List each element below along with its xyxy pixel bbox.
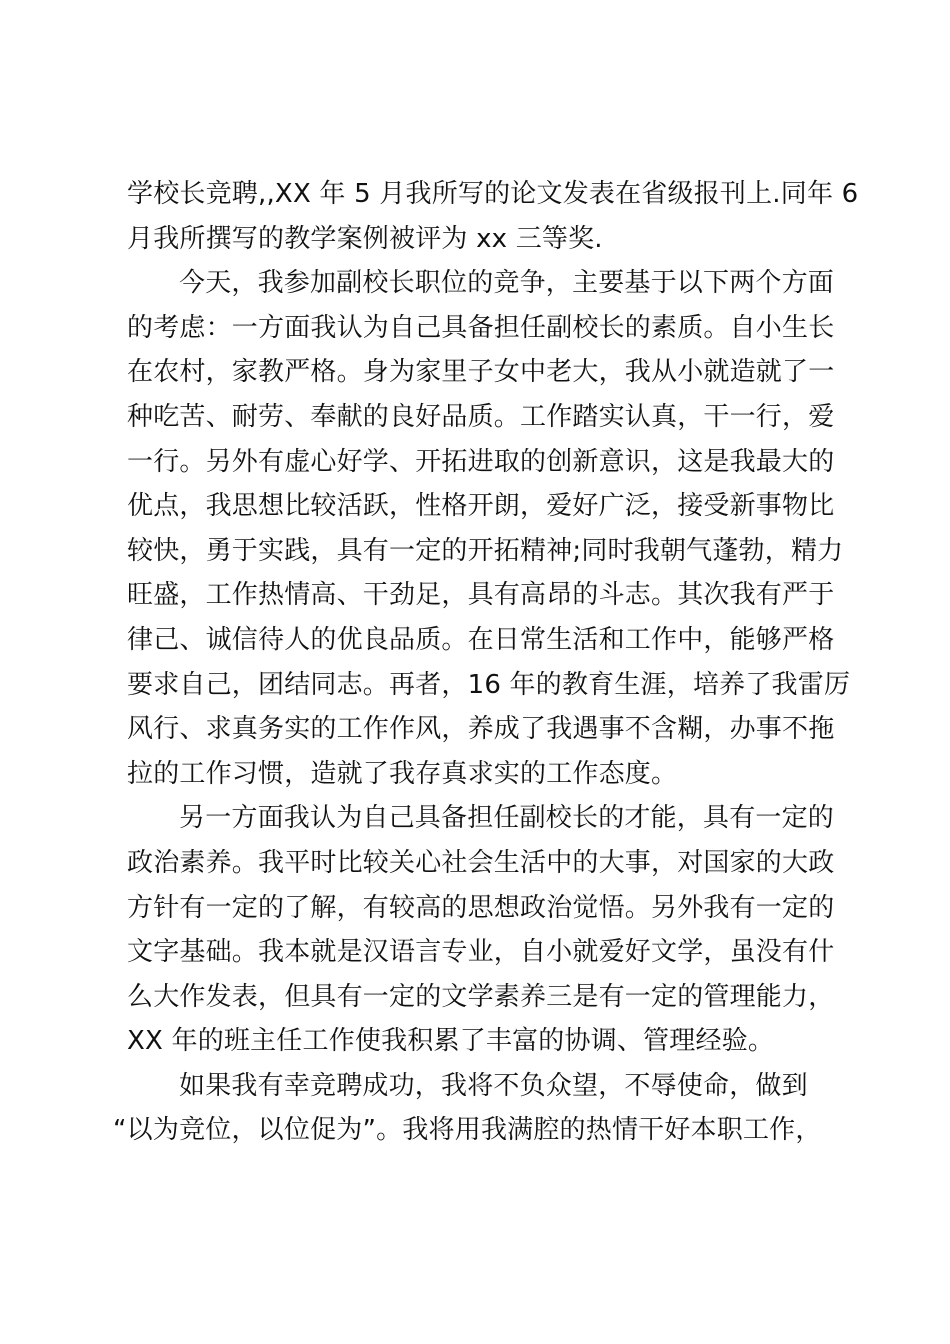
text-line: 么大作发表，但具有一定的文学素养三是有一定的管理能力， bbox=[127, 981, 835, 1012]
text-line: XX 年的班主任工作使我积累了丰富的协调、管理经验。 bbox=[127, 1026, 775, 1057]
text-line: 旺盛，工作热情高、干劲足，具有高昂的斗志。其次我有严于 bbox=[127, 580, 835, 611]
text-line: 在农村，家教严格。身为家里子女中老大，我从小就造就了一 bbox=[127, 357, 835, 388]
text-line: 一行。另外有虚心好学、开拓进取的创新意识，这是我最大的 bbox=[127, 446, 835, 477]
text-line: 较快，勇于实践，具有一定的开拓精神;同时我朝气蓬勃，精力 bbox=[127, 535, 844, 566]
document-page bbox=[113, 172, 867, 1153]
text-line: 优点，我思想比较活跃，性格开朗，爱好广泛，接受新事物比 bbox=[127, 491, 835, 522]
paragraph-2 bbox=[127, 261, 867, 796]
paragraph-1 bbox=[127, 172, 867, 261]
text-line: 政治素养。我平时比较关心社会生活中的大事，对国家的大政 bbox=[127, 847, 835, 878]
paragraph-3 bbox=[127, 796, 867, 1064]
text-line: 学校长竞聘,,XX 年 5 月我所写的论文发表在省级报刊上.同年 6 bbox=[127, 179, 859, 209]
text-line: 文字基础。我本就是汉语言专业，自小就爱好文学，虽没有什 bbox=[127, 937, 835, 968]
text-line: 律己、诚信待人的优良品质。在日常生活和工作中，能够严格 bbox=[127, 624, 835, 655]
text-line: 另一方面我认为自己具备担任副校长的才能，具有一定的 bbox=[179, 803, 835, 834]
text-line: 方针有一定的了解，有较高的思想政治觉悟。另外我有一定的 bbox=[127, 892, 835, 923]
text-line: 要求自己，团结同志。再者，16 年的教育生涯，培养了我雷厉 bbox=[127, 669, 851, 700]
text-line: 风行、求真务实的工作作风，养成了我遇事不含糊，办事不拖 bbox=[127, 714, 835, 745]
text-line: 今天，我参加副校长职位的竞争，主要基于以下两个方面 bbox=[179, 268, 835, 299]
text-line: 拉的工作习惯，造就了我存真求实的工作态度。 bbox=[127, 758, 678, 789]
text-line: 月我所撰写的教学案例被评为 xx 三等奖. bbox=[127, 223, 603, 254]
text-line: 种吃苦、耐劳、奉献的良好品质。工作踏实认真，干一行，爱 bbox=[127, 401, 835, 432]
text-line: 的考虑：一方面我认为自己具备担任副校长的素质。自小生长 bbox=[127, 312, 835, 343]
text-line: “以为竞位，以位促为”。我将用我满腔的热情干好本职工作， bbox=[113, 1115, 822, 1146]
text-line: 如果我有幸竞聘成功，我将不负众望，不辱使命，做到 bbox=[179, 1070, 808, 1101]
paragraph-4 bbox=[113, 1064, 867, 1153]
